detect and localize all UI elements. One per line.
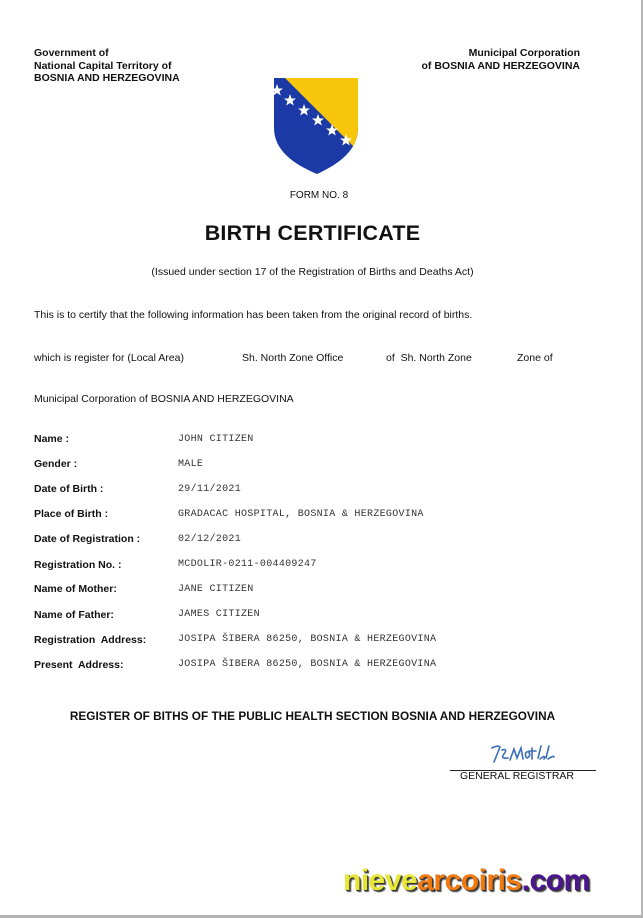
- header-right-line: of BOSNIA AND HERZEGOVINA: [421, 59, 580, 72]
- field-value-gender: MALE: [178, 459, 204, 470]
- field-value-place-of-birth: GRADACAC HOSPITAL, BOSNIA & HERZEGOVINA: [178, 509, 424, 520]
- municipality-line: Municipal Corporation of BOSNIA AND HERZEGOVINA: [34, 393, 294, 405]
- field-label-father: Name of Father:: [34, 609, 114, 621]
- document-title: BIRTH CERTIFICATE: [204, 221, 421, 245]
- field-label-name: Name :: [34, 433, 70, 445]
- field-value-date-of-birth: 29/11/2021: [178, 484, 242, 495]
- header-left-line: BOSNIA AND HERZEGOVINA: [34, 72, 180, 84]
- area-line-zone-of: Zone of: [517, 352, 553, 364]
- watermark-part-3: .com: [521, 864, 590, 897]
- field-value-name: JOHN CITIZEN: [178, 434, 254, 445]
- area-line-zone: of Sh. North Zone: [386, 352, 472, 364]
- header-left-line: National Capital Territory of: [34, 59, 172, 72]
- bosnia-coat-of-arms-icon: [273, 78, 359, 174]
- register-statement: REGISTER OF BITHS OF THE PUBLIC HEALTH SECTION BOSNIA AND HERZEGOVINA: [69, 709, 556, 723]
- field-label-mother: Name of Mother:: [34, 583, 117, 595]
- watermark-part-1: nieve: [343, 864, 418, 897]
- field-label-registration-address: Registration Address:: [34, 634, 147, 646]
- field-value-registration-address: JOSIPA ŠIBERA 86250, BOSNIA & HERZEGOVINA: [178, 634, 437, 645]
- field-label-date-of-birth: Date of Birth :: [34, 483, 104, 495]
- header-municipal: [422, 47, 580, 72]
- area-line-local-area: which is register for (Local Area): [34, 352, 184, 364]
- area-line-office: Sh. North Zone Office: [242, 352, 344, 364]
- field-value-father: JAMES CITIZEN: [178, 609, 260, 620]
- form-number: FORM NO. 8: [289, 190, 349, 201]
- certify-statement: This is to certify that the following information has been taken from the original record of births.: [34, 309, 473, 321]
- field-label-present-address: Present Address:: [34, 659, 124, 671]
- field-label-place-of-birth: Place of Birth :: [34, 508, 109, 520]
- field-label-gender: Gender :: [34, 458, 78, 470]
- field-value-present-address: JOSIPA ŠIBERA 86250, BOSNIA & HERZEGOVINA: [178, 659, 437, 670]
- field-label-registration-no: Registration No. :: [34, 559, 122, 571]
- registrar-signature: [488, 742, 558, 771]
- field-value-registration-no: MCDOLIR-0211-004409247: [178, 559, 317, 570]
- watermark-part-2: arcoiris: [417, 864, 522, 897]
- document-subtitle: (Issued under section 17 of the Registration of Births and Deaths Act): [151, 266, 474, 278]
- registrar-title: GENERAL REGISTRAR: [460, 770, 574, 782]
- field-value-mother: JANE CITIZEN: [178, 584, 254, 595]
- field-label-date-of-registration: Date of Registration :: [34, 533, 141, 545]
- header-left-line: Government of: [34, 47, 109, 59]
- header-government: [34, 47, 180, 85]
- field-value-date-of-registration: 02/12/2021: [178, 534, 242, 545]
- watermark: [343, 864, 590, 898]
- header-right-line: Municipal Corporation: [468, 47, 580, 59]
